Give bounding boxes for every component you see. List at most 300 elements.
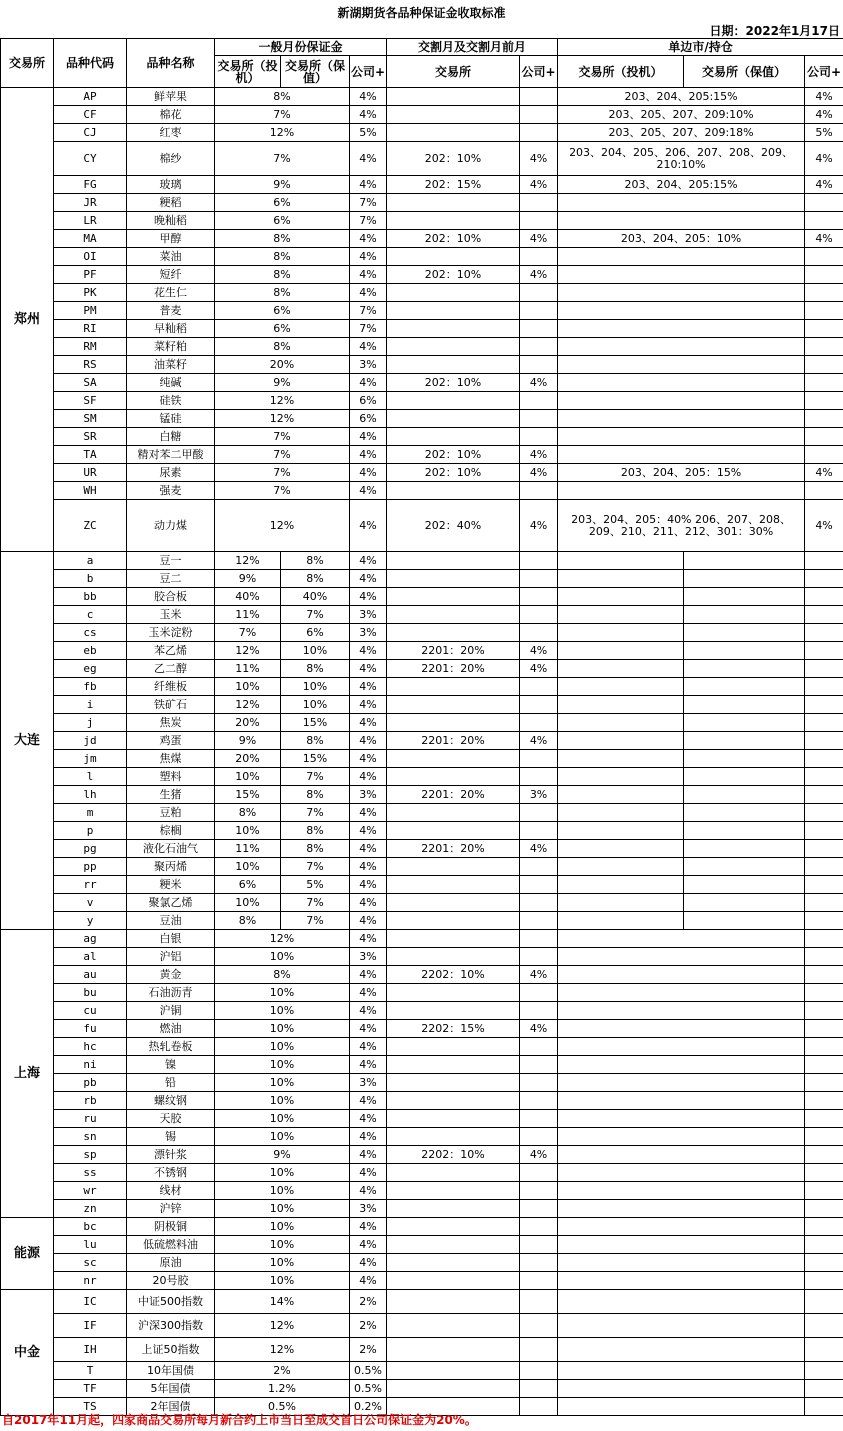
code-cell: bc — [54, 1218, 127, 1236]
delivery-company-cell: 4% — [520, 176, 558, 194]
general-margin-cell: 10% — [215, 948, 350, 966]
general-margin-cell: 10% — [215, 1020, 350, 1038]
unilateral-margin-cell — [558, 1074, 805, 1092]
hedge-margin-cell: 7% — [281, 804, 350, 822]
exchange-cell: 能源 — [1, 1218, 54, 1290]
company-add-cell: 4% — [350, 642, 387, 660]
table-row — [1, 1128, 843, 1146]
company-add-cell: 4% — [350, 912, 387, 930]
code-cell: hc — [54, 1038, 127, 1056]
company-add-cell: 4% — [350, 552, 387, 570]
delivery-company-cell — [520, 858, 558, 876]
company-add-cell: 0.5% — [350, 1380, 387, 1398]
name-cell: 豆粕 — [127, 804, 215, 822]
delivery-margin-cell: 202：10% — [387, 464, 520, 482]
hedge-margin-cell: 8% — [281, 660, 350, 678]
name-cell: 早籼稻 — [127, 320, 215, 338]
table-header — [1, 39, 843, 88]
company-add-cell: 2% — [350, 1290, 387, 1314]
table-row — [1, 176, 843, 194]
general-margin-cell: 6% — [215, 320, 350, 338]
hedge-margin-cell: 8% — [281, 552, 350, 570]
code-cell: SF — [54, 392, 127, 410]
spec-margin-cell: 6% — [215, 876, 281, 894]
delivery-company-cell — [520, 410, 558, 428]
table-row — [1, 660, 843, 678]
name-cell: 阴极铜 — [127, 1218, 215, 1236]
name-cell: 动力煤 — [127, 500, 215, 552]
delivery-company-cell — [520, 894, 558, 912]
company-add-cell: 7% — [350, 194, 387, 212]
general-margin-cell: 6% — [215, 194, 350, 212]
delivery-company-cell — [520, 714, 558, 732]
spec-margin-cell: 12% — [215, 642, 281, 660]
unilateral-company-cell: 4% — [805, 230, 843, 248]
unilateral-company-cell — [805, 1110, 843, 1128]
name-cell: 线材 — [127, 1182, 215, 1200]
unilateral-margin-cell — [558, 194, 805, 212]
table-row — [1, 1200, 843, 1218]
delivery-margin-cell: 202：40% — [387, 500, 520, 552]
company-add-cell: 4% — [350, 1020, 387, 1038]
table-row — [1, 142, 843, 176]
company-add-cell: 4% — [350, 1218, 387, 1236]
name-cell: 油菜籽 — [127, 356, 215, 374]
company-add-cell: 6% — [350, 410, 387, 428]
table-row — [1, 840, 843, 858]
code-cell: OI — [54, 248, 127, 266]
unilateral-margin-cell — [558, 392, 805, 410]
name-cell: 焦炭 — [127, 714, 215, 732]
code-cell: nr — [54, 1272, 127, 1290]
unilateral-margin-cell — [558, 1200, 805, 1218]
code-cell: sn — [54, 1128, 127, 1146]
unilateral-company-cell — [805, 194, 843, 212]
general-margin-cell: 7% — [215, 428, 350, 446]
delivery-margin-cell — [387, 410, 520, 428]
company-add-cell: 6% — [350, 392, 387, 410]
delivery-company-cell — [520, 768, 558, 786]
company-add-cell: 4% — [350, 570, 387, 588]
delivery-company-cell: 4% — [520, 732, 558, 750]
uni-spec-cell — [558, 678, 684, 696]
unilateral-company-cell — [805, 876, 843, 894]
code-cell: b — [54, 570, 127, 588]
name-cell: 锡 — [127, 1128, 215, 1146]
unilateral-company-cell — [805, 446, 843, 464]
code-cell: PF — [54, 266, 127, 284]
table-row — [1, 1218, 843, 1236]
unilateral-company-cell — [805, 1338, 843, 1362]
company-add-cell: 4% — [350, 984, 387, 1002]
delivery-company-cell — [520, 1398, 558, 1416]
table-row — [1, 984, 843, 1002]
name-cell: 沪深300指数 — [127, 1314, 215, 1338]
general-margin-cell: 10% — [215, 1128, 350, 1146]
general-margin-cell: 6% — [215, 302, 350, 320]
code-cell: lu — [54, 1236, 127, 1254]
spec-margin-cell: 9% — [215, 732, 281, 750]
unilateral-company-cell — [805, 1020, 843, 1038]
table-row — [1, 570, 843, 588]
table-row — [1, 1020, 843, 1038]
unilateral-margin-cell — [558, 284, 805, 302]
uni-hedge-cell — [684, 606, 805, 624]
unilateral-company-cell — [805, 428, 843, 446]
unilateral-margin-cell — [558, 1362, 805, 1380]
uni-spec-cell — [558, 804, 684, 822]
company-add-cell: 4% — [350, 822, 387, 840]
unilateral-company-cell — [805, 1182, 843, 1200]
uni-spec-cell — [558, 642, 684, 660]
unilateral-company-cell — [805, 966, 843, 984]
delivery-margin-cell — [387, 1038, 520, 1056]
company-add-cell: 4% — [350, 446, 387, 464]
company-add-cell: 4% — [350, 1092, 387, 1110]
code-cell: PK — [54, 284, 127, 302]
name-cell: 豆一 — [127, 552, 215, 570]
header-code: 品种代码 — [54, 39, 127, 88]
delivery-margin-cell: 202：15% — [387, 176, 520, 194]
delivery-company-cell: 4% — [520, 266, 558, 284]
code-cell: FG — [54, 176, 127, 194]
name-cell: 纯碱 — [127, 374, 215, 392]
unilateral-margin-cell — [558, 1164, 805, 1182]
spec-margin-cell: 7% — [215, 624, 281, 642]
code-cell: v — [54, 894, 127, 912]
footer-note: 自2017年11月起，四家商品交易所每月新合约上市当日至成交首日公司保证金为20%。 — [2, 1413, 477, 1427]
name-cell: 粳米 — [127, 876, 215, 894]
delivery-company-cell — [520, 1164, 558, 1182]
unilateral-company-cell: 4% — [805, 500, 843, 552]
delivery-margin-cell — [387, 212, 520, 230]
uni-spec-cell — [558, 822, 684, 840]
code-cell: RS — [54, 356, 127, 374]
unilateral-company-cell — [805, 320, 843, 338]
name-cell: 热轧卷板 — [127, 1038, 215, 1056]
unilateral-margin-cell — [558, 1236, 805, 1254]
company-add-cell: 3% — [350, 948, 387, 966]
delivery-company-cell — [520, 302, 558, 320]
delivery-margin-cell — [387, 320, 520, 338]
delivery-company-cell — [520, 1128, 558, 1146]
company-add-cell: 4% — [350, 374, 387, 392]
delivery-margin-cell — [387, 552, 520, 570]
delivery-company-cell — [520, 1182, 558, 1200]
code-cell: m — [54, 804, 127, 822]
name-cell: 中证500指数 — [127, 1290, 215, 1314]
header-delivery-company: 公司+ — [520, 56, 558, 88]
name-cell: 塑料 — [127, 768, 215, 786]
general-margin-cell: 10% — [215, 1236, 350, 1254]
header-ex-spec: 交易所（投机） — [215, 56, 281, 88]
general-margin-cell: 9% — [215, 1146, 350, 1164]
unilateral-margin-cell: 203、205、207、209:18% — [558, 124, 805, 142]
delivery-margin-cell — [387, 392, 520, 410]
uni-hedge-cell — [684, 696, 805, 714]
exchange-cell: 大连 — [1, 552, 54, 930]
delivery-company-cell — [520, 1110, 558, 1128]
unilateral-company-cell — [805, 750, 843, 768]
company-add-cell: 4% — [350, 500, 387, 552]
unilateral-margin-cell: 203、204、205、206、207、208、209、210:10% — [558, 142, 805, 176]
delivery-margin-cell — [387, 302, 520, 320]
company-add-cell: 4% — [350, 750, 387, 768]
table-row — [1, 338, 843, 356]
company-add-cell: 4% — [350, 732, 387, 750]
company-add-cell: 4% — [350, 660, 387, 678]
delivery-margin-cell — [387, 570, 520, 588]
delivery-margin-cell: 2202：15% — [387, 1020, 520, 1038]
name-cell: 镍 — [127, 1056, 215, 1074]
delivery-margin-cell — [387, 1272, 520, 1290]
table-row — [1, 1338, 843, 1362]
unilateral-company-cell — [805, 804, 843, 822]
general-margin-cell: 10% — [215, 1164, 350, 1182]
general-margin-cell: 12% — [215, 392, 350, 410]
general-margin-cell: 12% — [215, 1314, 350, 1338]
uni-spec-cell — [558, 660, 684, 678]
delivery-company-cell — [520, 930, 558, 948]
name-cell: 铁矿石 — [127, 696, 215, 714]
spec-margin-cell: 20% — [215, 714, 281, 732]
table-row — [1, 678, 843, 696]
table-row — [1, 624, 843, 642]
hedge-margin-cell: 15% — [281, 714, 350, 732]
general-margin-cell: 8% — [215, 284, 350, 302]
spec-margin-cell: 10% — [215, 894, 281, 912]
hedge-margin-cell: 10% — [281, 678, 350, 696]
delivery-company-cell: 4% — [520, 1020, 558, 1038]
unilateral-company-cell — [805, 606, 843, 624]
general-margin-cell: 7% — [215, 482, 350, 500]
name-cell: 不锈钢 — [127, 1164, 215, 1182]
spec-margin-cell: 8% — [215, 912, 281, 930]
unilateral-company-cell — [805, 1314, 843, 1338]
company-add-cell: 4% — [350, 1128, 387, 1146]
hedge-margin-cell: 5% — [281, 876, 350, 894]
unilateral-company-cell: 4% — [805, 142, 843, 176]
hedge-margin-cell: 7% — [281, 768, 350, 786]
name-cell: 精对苯二甲酸 — [127, 446, 215, 464]
code-cell: AP — [54, 88, 127, 106]
unilateral-margin-cell — [558, 482, 805, 500]
company-add-cell: 3% — [350, 624, 387, 642]
table-row — [1, 858, 843, 876]
code-cell: pg — [54, 840, 127, 858]
uni-hedge-cell — [684, 750, 805, 768]
general-margin-cell: 12% — [215, 930, 350, 948]
table-row — [1, 606, 843, 624]
table-row — [1, 714, 843, 732]
general-margin-cell: 10% — [215, 1182, 350, 1200]
delivery-company-cell — [520, 338, 558, 356]
company-add-cell: 2% — [350, 1314, 387, 1338]
unilateral-company-cell — [805, 374, 843, 392]
general-margin-cell: 10% — [215, 1074, 350, 1092]
unilateral-company-cell — [805, 894, 843, 912]
unilateral-company-cell — [805, 840, 843, 858]
unilateral-margin-cell — [558, 1038, 805, 1056]
company-add-cell: 4% — [350, 858, 387, 876]
spec-margin-cell: 40% — [215, 588, 281, 606]
header-uni-hedge: 交易所（保值） — [684, 56, 805, 88]
uni-spec-cell — [558, 840, 684, 858]
general-margin-cell: 10% — [215, 1110, 350, 1128]
company-add-cell: 4% — [350, 1164, 387, 1182]
company-add-cell: 4% — [350, 230, 387, 248]
table-row — [1, 266, 843, 284]
spec-margin-cell: 10% — [215, 822, 281, 840]
delivery-margin-cell — [387, 194, 520, 212]
name-cell: 燃油 — [127, 1020, 215, 1038]
general-margin-cell: 8% — [215, 266, 350, 284]
unilateral-company-cell — [805, 732, 843, 750]
delivery-company-cell — [520, 606, 558, 624]
name-cell: 2年国债 — [127, 1398, 215, 1416]
table-row — [1, 1380, 843, 1398]
table-row — [1, 356, 843, 374]
company-add-cell: 0.2% — [350, 1398, 387, 1416]
delivery-margin-cell — [387, 714, 520, 732]
uni-hedge-cell — [684, 786, 805, 804]
company-add-cell: 4% — [350, 930, 387, 948]
unilateral-margin-cell: 203、204、205：10% — [558, 230, 805, 248]
general-margin-cell: 10% — [215, 1002, 350, 1020]
general-margin-cell: 10% — [215, 1272, 350, 1290]
name-cell: 低硫燃料油 — [127, 1236, 215, 1254]
margin-table — [0, 38, 843, 1416]
general-margin-cell: 8% — [215, 966, 350, 984]
unilateral-margin-cell — [558, 266, 805, 284]
delivery-margin-cell — [387, 1200, 520, 1218]
unilateral-company-cell — [805, 624, 843, 642]
delivery-margin-cell — [387, 1314, 520, 1338]
unilateral-company-cell: 5% — [805, 124, 843, 142]
company-add-cell: 4% — [350, 1236, 387, 1254]
unilateral-company-cell — [805, 678, 843, 696]
name-cell: 20号胶 — [127, 1272, 215, 1290]
table-row — [1, 966, 843, 984]
name-cell: 上证50指数 — [127, 1338, 215, 1362]
general-margin-cell: 7% — [215, 464, 350, 482]
uni-hedge-cell — [684, 714, 805, 732]
hedge-margin-cell: 7% — [281, 606, 350, 624]
delivery-margin-cell — [387, 1056, 520, 1074]
company-add-cell: 0.5% — [350, 1362, 387, 1380]
company-add-cell: 4% — [350, 876, 387, 894]
delivery-company-cell — [520, 106, 558, 124]
page-title: 新湖期货各品种保证金收取标准 — [337, 6, 506, 20]
delivery-company-cell — [520, 1092, 558, 1110]
uni-hedge-cell — [684, 894, 805, 912]
unilateral-company-cell — [805, 1038, 843, 1056]
unilateral-company-cell — [805, 1362, 843, 1380]
unilateral-company-cell — [805, 642, 843, 660]
code-cell: eg — [54, 660, 127, 678]
general-margin-cell: 9% — [215, 176, 350, 194]
delivery-margin-cell — [387, 768, 520, 786]
uni-hedge-cell — [684, 570, 805, 588]
unilateral-company-cell — [805, 1380, 843, 1398]
delivery-margin-cell: 202：10% — [387, 266, 520, 284]
spec-margin-cell: 11% — [215, 606, 281, 624]
table-row — [1, 1164, 843, 1182]
header-company: 公司+ — [350, 56, 387, 88]
delivery-margin-cell: 2201：20% — [387, 786, 520, 804]
delivery-company-cell — [520, 1074, 558, 1092]
code-cell: ru — [54, 1110, 127, 1128]
uni-spec-cell — [558, 768, 684, 786]
unilateral-margin-cell: 203、205、207、209:10% — [558, 106, 805, 124]
unilateral-margin-cell — [558, 1398, 805, 1416]
unilateral-margin-cell — [558, 446, 805, 464]
code-cell: au — [54, 966, 127, 984]
hedge-margin-cell: 8% — [281, 840, 350, 858]
table-row — [1, 948, 843, 966]
delivery-company-cell — [520, 1290, 558, 1314]
unilateral-company-cell — [805, 1254, 843, 1272]
delivery-company-cell — [520, 1218, 558, 1236]
name-cell: 白糖 — [127, 428, 215, 446]
company-add-cell: 3% — [350, 786, 387, 804]
table-row — [1, 464, 843, 482]
uni-spec-cell — [558, 876, 684, 894]
uni-spec-cell — [558, 912, 684, 930]
spec-margin-cell: 12% — [215, 696, 281, 714]
unilateral-margin-cell — [558, 356, 805, 374]
unilateral-margin-cell — [558, 428, 805, 446]
table-row — [1, 1146, 843, 1164]
delivery-margin-cell — [387, 1362, 520, 1380]
table-row — [1, 786, 843, 804]
general-margin-cell: 12% — [215, 124, 350, 142]
delivery-company-cell — [520, 392, 558, 410]
name-cell: 红枣 — [127, 124, 215, 142]
unilateral-margin-cell — [558, 248, 805, 266]
unilateral-margin-cell — [558, 966, 805, 984]
unilateral-company-cell — [805, 212, 843, 230]
name-cell: 菜籽粕 — [127, 338, 215, 356]
uni-spec-cell — [558, 552, 684, 570]
delivery-company-cell: 4% — [520, 500, 558, 552]
name-cell: 沪锌 — [127, 1200, 215, 1218]
unilateral-company-cell — [805, 660, 843, 678]
delivery-margin-cell — [387, 1164, 520, 1182]
name-cell: 液化石油气 — [127, 840, 215, 858]
company-add-cell: 4% — [350, 482, 387, 500]
name-cell: 聚氯乙烯 — [127, 894, 215, 912]
hedge-margin-cell: 10% — [281, 642, 350, 660]
name-cell: 棕榈 — [127, 822, 215, 840]
name-cell: 鲜苹果 — [127, 88, 215, 106]
spec-margin-cell: 20% — [215, 750, 281, 768]
code-cell: rr — [54, 876, 127, 894]
name-cell: 白银 — [127, 930, 215, 948]
delivery-margin-cell — [387, 858, 520, 876]
name-cell: 花生仁 — [127, 284, 215, 302]
spec-margin-cell: 11% — [215, 660, 281, 678]
table-row — [1, 732, 843, 750]
exchange-cell: 上海 — [1, 930, 54, 1218]
code-cell: sc — [54, 1254, 127, 1272]
spec-margin-cell: 10% — [215, 678, 281, 696]
unilateral-company-cell — [805, 1092, 843, 1110]
delivery-company-cell: 4% — [520, 1146, 558, 1164]
delivery-margin-cell — [387, 428, 520, 446]
uni-hedge-cell — [684, 804, 805, 822]
delivery-margin-cell — [387, 876, 520, 894]
